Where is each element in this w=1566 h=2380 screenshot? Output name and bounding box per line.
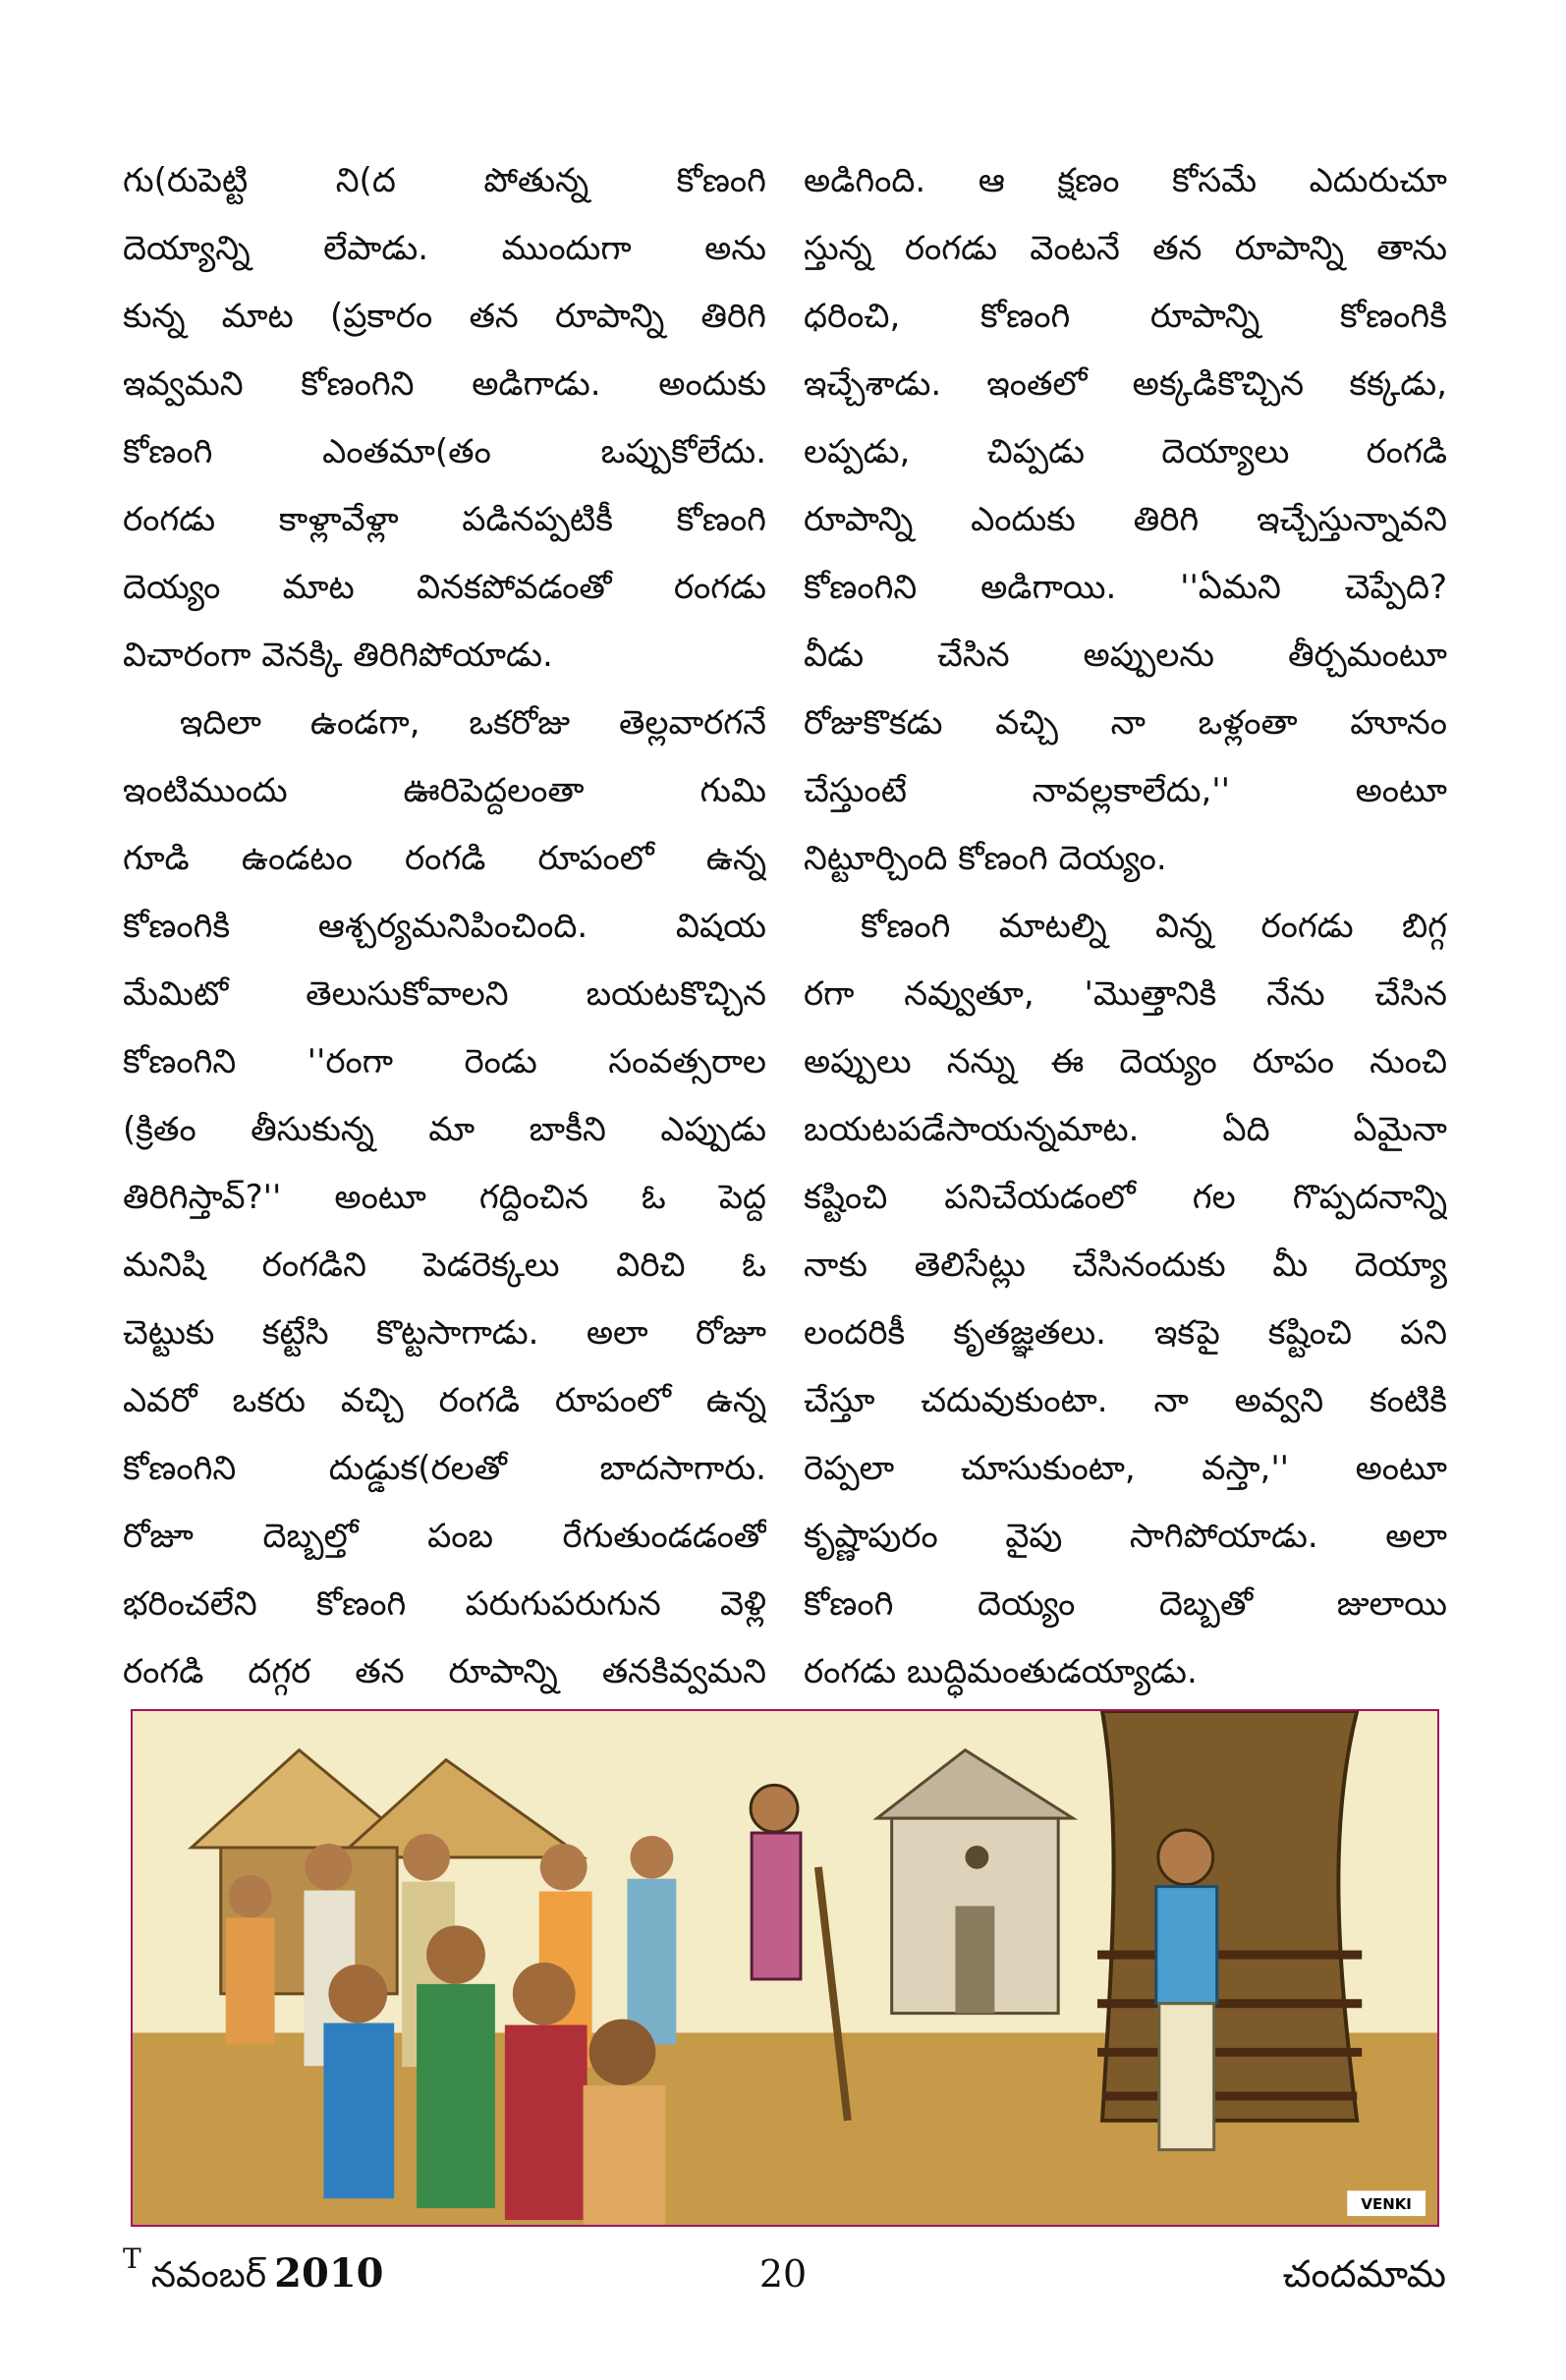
elder-head	[751, 1785, 798, 1832]
story-line: రగా నవ్వుతూ, 'మొత్తానికి నేను చేసిన	[804, 974, 1447, 1014]
story-line: కోణంగిని అడిగాయి. ''ఏమని చెప్పేది?	[804, 568, 1447, 607]
tied-man-head	[1158, 1830, 1213, 1885]
story-line: కోణంగి దెయ్యం దెబ్బతో జులాయి	[804, 1584, 1447, 1624]
crowd-person-body	[505, 2025, 587, 2220]
story-line: నిట్టూర్చింది కోణంగి దెయ్యం.	[804, 839, 1167, 878]
story-line: చెట్టుకు కట్టేసి కొట్టసాగాడు. అలా రోజూ	[123, 1313, 766, 1353]
story-line: రంగడు కాళ్లావేళ్లా పడినప్పటికీ కోణంగి	[123, 500, 766, 539]
crowd-person-head	[229, 1875, 272, 1918]
story-line: కోణంగి మాటల్ని విన్న రంగడు బిగ్గ	[861, 907, 1447, 946]
story-line: అడిగింది. ఆ క్షణం కోసమే ఎదురుచూ	[804, 161, 1447, 200]
story-line: లప్పడు, చిప్పడు దెయ్యాలు రంగడి	[804, 432, 1447, 471]
tree-trunk	[1102, 1711, 1357, 2121]
story-line: లందరికీ కృతజ్ఞతలు. ఇకపై కష్టించి పని	[804, 1313, 1447, 1353]
story-line: దెయ్యం మాట వినకపోవడంతో రంగడు	[123, 568, 766, 607]
story-column-left	[123, 147, 766, 1706]
story-line: స్తున్న రంగడు వెంటనే తన రూపాన్ని తాను	[804, 229, 1447, 268]
corner-mark: T	[123, 2242, 141, 2275]
story-line: ఇచ్చేశాడు. ఇంతలో అక్కడికొచ్చిన కక్కడు,	[804, 364, 1447, 404]
story-line: (క్రితం తీసుకున్న మా బాకీని ఎప్పుడు	[123, 1110, 766, 1149]
story-line: నాకు తెలిసేట్లు చేసినందుకు మీ దెయ్యా	[804, 1245, 1447, 1285]
story-line: రెప్పలా చూసుకుంటా, వస్తా,'' అంటూ	[804, 1449, 1447, 1488]
story-line: ఇవ్వమని కోణంగిని అడిగాడు. అందుకు	[123, 364, 766, 404]
story-line: కోణంగిని ''రంగా రెండు సంవత్సరాల	[123, 1042, 766, 1081]
story-line: ధరించి, కోణంగి రూపాన్ని కోణంగికి	[804, 297, 1447, 336]
story-illustration	[131, 1709, 1439, 2227]
story-line: గూడి ఉండటం రంగడి రూపంలో ఉన్న	[123, 839, 766, 878]
story-column-right	[804, 147, 1447, 1706]
house-window	[965, 1846, 988, 1869]
crowd-person-head	[630, 1836, 673, 1879]
story-line: మేమిటో తెలుసుకోవాలని బయటకొచ్చిన	[123, 974, 766, 1014]
story-line: ఇంటిముందు ఊరిపెద్దలంతా గుమి	[123, 771, 766, 810]
story-line: భరించలేని కోణంగి పరుగుపరుగున వెళ్లి	[123, 1584, 766, 1624]
story-line: గు(రుపెట్టి ని(ద పోతున్న కోణంగి	[123, 161, 766, 200]
crowd-person-head	[426, 1925, 485, 1984]
crowd-person-head	[328, 1965, 387, 2023]
story-line: కోణంగిని దుడ్డుక(రలతో బాదసాగారు.	[123, 1449, 766, 1488]
crowd-person-head	[540, 1844, 587, 1891]
story-line: అప్పులు నన్ను ఈ దెయ్యం రూపం నుంచి	[804, 1042, 1447, 1081]
story-line: రంగడి దగ్గర తన రూపాన్ని తనకివ్వమని	[123, 1652, 766, 1691]
story-line: చేస్తూ చదువుకుంటా. నా అవ్వని కంటికి	[804, 1381, 1447, 1420]
illustration-drawing	[133, 1711, 1437, 2225]
page-number: 20	[758, 2252, 808, 2296]
crowd-person-body	[417, 1984, 495, 2208]
story-line: చేస్తుంటే నావల్లకాలేదు,'' అంటూ	[804, 771, 1447, 810]
tied-man-shirt	[1156, 1887, 1217, 2004]
issue-month: నవంబర్	[150, 2255, 267, 2296]
elder-body	[752, 1833, 801, 1979]
house-door	[955, 1906, 994, 2013]
tied-man-dhoti	[1159, 2004, 1214, 2150]
story-line: వీడు చేసిన అప్పులను తీర్చమంటూ	[804, 636, 1447, 675]
crowd-person-body	[226, 1917, 275, 2044]
story-line: మనిషి రంగడిని పెడరెక్కలు విరిచి ఓ	[123, 1245, 766, 1285]
story-line: రోజుకొకడు వచ్చి నా ఒళ్లంతా హూనం	[804, 703, 1447, 743]
story-line: కష్టించి పనిచేయడంలో గల గొప్పదనాన్ని	[804, 1178, 1447, 1217]
crowd-person-body	[584, 2085, 666, 2225]
story-line: కోణంగికి ఆశ్చర్యమనిపించింది. విషయ	[123, 907, 766, 946]
story-line: రోజూ దెబ్బల్తో పంబ రేగుతుండడంతో	[123, 1517, 766, 1556]
story-line: దెయ్యాన్ని లేపాడు. ముందుగా అను	[123, 229, 766, 268]
crowd-person-head	[589, 2020, 656, 2085]
crowd-person-head	[513, 1963, 576, 2025]
story-line: విచారంగా వెనక్కి తిరిగిపోయాడు.	[123, 636, 553, 675]
crowd-person-head	[403, 1834, 450, 1881]
story-line: ఇదిలా ఉండగా, ఒకరోజు తెల్లవారగనే	[180, 703, 766, 743]
story-line: తిరిగిస్తావ్?'' అంటూ గద్దించిన ఓ పెద్ద	[123, 1178, 766, 1217]
story-line: కోణంగి ఎంతమా(తం ఒప్పుకోలేదు.	[123, 432, 766, 471]
story-line: కృష్ణాపురం వైపు సాగిపోయాడు. అలా	[804, 1517, 1447, 1556]
story-line: రంగడు బుద్ధిమంతుడయ్యాడు.	[804, 1652, 1198, 1691]
story-line: ఎవరో ఒకరు వచ్చి రంగడి రూపంలో ఉన్న	[123, 1381, 766, 1420]
crowd-person-body	[323, 2023, 394, 2199]
magazine-name: చందమామ	[1282, 2252, 1446, 2296]
story-line: రూపాన్ని ఎందుకు తిరిగి ఇచ్చేస్తున్నావని	[804, 500, 1447, 539]
artist-signature: VENKI	[1361, 2195, 1412, 2214]
issue-year: 2010	[274, 2250, 384, 2297]
crowd-person-head	[305, 1844, 352, 1891]
crowd-person-body	[627, 1879, 676, 2045]
story-line: కున్న మాట (ప్రకారం తన రూపాన్ని తిరిగి	[123, 297, 766, 336]
story-line: బయటపడేసాయన్నమాట. ఏది ఏమైనా	[804, 1110, 1447, 1149]
